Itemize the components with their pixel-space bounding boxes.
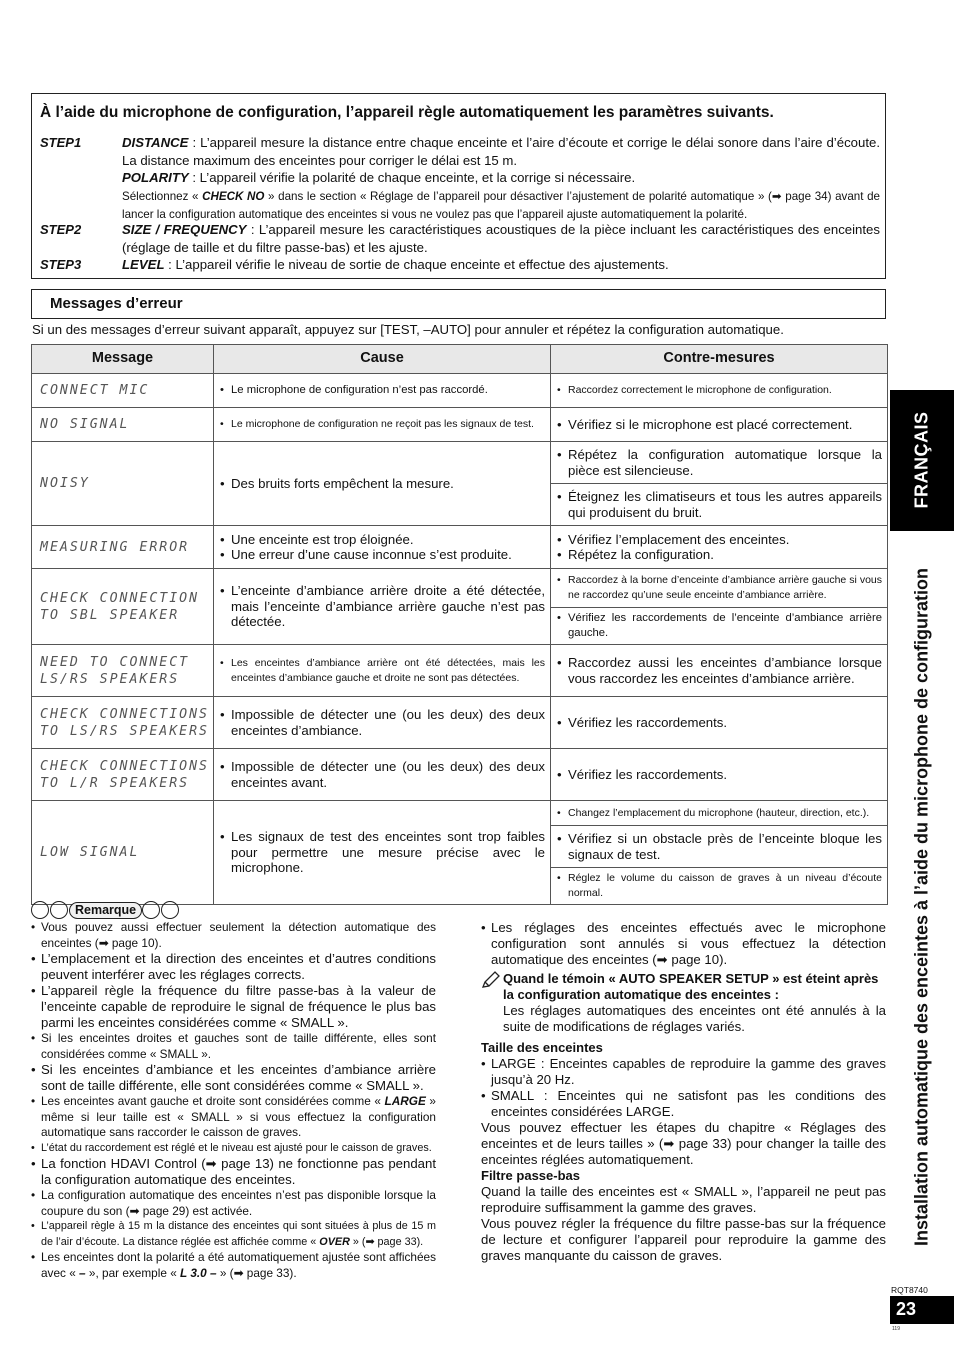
fix-cell: • Vérifiez les raccordements de l’enceinte d’ambiance arrière gauche. <box>551 608 888 645</box>
step-label: STEP2 <box>40 222 82 237</box>
tiny-code: 119 <box>892 1326 900 1332</box>
list-item: • Les réglages des enceintes effectués avec le microphone configuration sont annulés si vous effectuez la détection automatique des enceintes (➡ page 10). <box>481 920 886 967</box>
list-item: • Si les enceintes droites et gauches sont de taille différente, elles sont considérées comme « SMALL ». <box>31 1031 436 1061</box>
circle-icon <box>50 901 68 919</box>
table-row <box>32 801 888 826</box>
cause-cell: • Le microphone de configuration ne reçoit pas les signaux de test. <box>214 408 551 442</box>
step-body <box>122 221 880 256</box>
filter-heading: Filtre passe-bas <box>481 1168 580 1183</box>
list-item: • LARGE : Enceintes capables de reproduire la gamme des graves jusqu’à 20 Hz. <box>481 1056 886 1087</box>
size-paragraph: Vous pouvez effectuer les étapes du chapitre « Réglages des enceintes et de leurs tailles » (➡ page 33) pour changer la taille des enceintes réglées automatiquement. <box>481 1120 886 1167</box>
fix-cell: • Éteignez les climatiseurs et tous les autres appareils qui produisent du bruit. <box>551 484 888 526</box>
table-row <box>32 526 888 569</box>
cause-cell: • Impossible de détecter une (ou les deux) des deux enceintes avant. <box>214 749 551 801</box>
fix-cell: • Raccordez aussi les enceintes d’ambiance lorsque vous raccordez les enceintes d’ambiance arrière. <box>551 645 888 697</box>
tip-block <box>481 971 886 1035</box>
step-term: SIZE / FREQUENCY <box>122 222 247 237</box>
step-body <box>122 256 880 274</box>
step-body <box>122 134 880 223</box>
fix-cell: • Vérifiez si le microphone est placé correctement. <box>551 408 888 442</box>
fix-cell: • Changez l’emplacement du microphone (hauteur, direction, etc.). <box>551 801 888 826</box>
left-notes <box>31 920 436 1281</box>
fix-cell: • Raccordez correctement le microphone de configuration. <box>551 374 888 408</box>
filter-paragraph: Vous pouvez régler la fréquence du filtre passe-bas sur la fréquence de lecture et configurer l’appareil pour reproduire la gamme des graves manquante du caisson de graves. <box>481 1216 886 1263</box>
step-text: : L’appareil mesure la distance entre chaque enceinte et l’aire d’écoute et corrige le délai sonore dans l’aire d’écoute. La distance maximum des enceintes pour corriger le délai est 15 m. <box>122 135 880 168</box>
list-item: • L’appareil règle la fréquence du filtre passe-bas à la valeur de l’enceinte capable de reproduire le signal de fréquence le plus bas parmi les enceintes considérées comme « SMALL ». <box>31 983 436 1030</box>
cause-cell: • Des bruits forts empêchent la mesure. <box>214 442 551 526</box>
circle-icon <box>142 901 160 919</box>
step-text: : L’appareil vérifie la polarité de chaque enceinte, et la corrige si nécessaire. <box>188 170 636 185</box>
messages-heading-box <box>31 289 886 319</box>
cause-cell: • Les enceintes d’ambiance arrière ont été détectées, mais les enceintes d’ambiance gauche et droite ne sont pas détectées. <box>214 645 551 697</box>
display-message: LOW SIGNAL <box>32 801 214 905</box>
column-header-fix: Contre-mesures <box>551 345 888 374</box>
table-row <box>32 442 888 484</box>
page-number: 23 <box>896 1299 917 1319</box>
table-row <box>32 697 888 749</box>
tip-title: Quand le témoin « AUTO SPEAKER SETUP » est éteint après la configuration automatique des enceintes : <box>503 971 879 1002</box>
section-title: Installation automatique des enceintes à l’aide du microphone de configuration <box>911 567 932 1247</box>
table-row <box>32 645 888 697</box>
fix-cell: • Vérifiez l’emplacement des enceintes. • Répétez la configuration. <box>551 526 888 569</box>
messages-heading: Messages d’erreur <box>50 295 183 312</box>
cause-cell: • Impossible de détecter une (ou les deux) des deux enceintes d’ambiance. <box>214 697 551 749</box>
list-item: • Si les enceintes d’ambiance et les enceintes d’ambiance arrière sont de taille différente, elle sont considérées comme « SMALL ». <box>31 1062 436 1093</box>
list-item: • L’état du raccordement est réglé et le niveau est ajusté pour le caisson de graves. <box>31 1141 432 1154</box>
cause-cell: • Le microphone de configuration n’est pas raccordé. <box>214 374 551 408</box>
step-label: STEP3 <box>40 257 82 272</box>
step-text: : L’appareil vérifie le niveau de sortie de chaque enceinte et effectue des ajustements. <box>164 257 669 272</box>
step-term: DISTANCE <box>122 135 189 150</box>
fix-cell: • Vérifiez les raccordements. <box>551 749 888 801</box>
list-item: • L’emplacement et la direction des enceintes et d’autres conditions peuvent interférer avec les réglages corrects. <box>31 951 436 982</box>
table-header-row <box>32 345 888 374</box>
language-tab-label-box <box>890 390 954 531</box>
list-item: • La configuration automatique des enceintes n’est pas disponible lorsque la coupure du son (➡ page 29) est activée. <box>31 1188 436 1218</box>
table-row <box>32 374 888 408</box>
display-message: CHECK CONNECTIONS TO L/R SPEAKERS <box>32 749 214 801</box>
fix-cell: • Répétez la configuration automatique lorsque la pièce est silencieuse. <box>551 442 888 484</box>
list-item: • L’appareil règle à 15 m la distance des enceintes qui sont situées à plus de 15 m de l’air d’écoute. La distance réglée est affichée comme « OVER » (➡ page 33). <box>31 1220 436 1248</box>
display-message: NO SIGNAL <box>32 408 214 442</box>
remarque-label: Remarque <box>69 902 142 919</box>
column-header-cause: Cause <box>214 345 551 374</box>
language-tab-label: FRANÇAIS <box>911 411 932 509</box>
right-notes <box>481 920 886 1264</box>
column-header-message: Message <box>32 345 214 374</box>
list-item: • Vous pouvez aussi effectuer seulement la détection automatique des enceintes (➡ page 10). <box>31 920 436 950</box>
error-table <box>31 344 888 905</box>
remarque-heading <box>31 901 180 920</box>
filter-paragraph: Quand la taille des enceintes est « SMALL », l’appareil ne peut pas reproduire suffisamment la gamme des graves. <box>481 1184 886 1215</box>
messages-intro: Si un des messages d’erreur suivant apparaît, appuyez sur [TEST, –AUTO] pour annuler et répétez la configuration automatique. <box>32 322 784 337</box>
display-message: CHECK CONNECTIONS TO LS/RS SPEAKERS <box>32 697 214 749</box>
list-item: • Les enceintes avant gauche et droite sont considérées comme « LARGE » même si leur taille est « SMALL » si vous effectuez la configuration automatique sans raccorder le caisson de graves. <box>31 1094 436 1139</box>
cause-cell: • Une enceinte est trop éloignée. • Une erreur d’une cause inconnue s’est produite. <box>214 526 551 569</box>
display-message: NEED TO CONNECT LS/RS SPEAKERS <box>32 645 214 697</box>
table-row <box>32 408 888 442</box>
step-note: Sélectionnez « CHECK NO » dans le section « Réglage de l’appareil pour désactiver l’ajustement de polarité automatique » (➡ page 34) avant de lancer la configuration automatique des enceintes si vous ne voulez pas que l’appareil ajuste automatiquement la polarité. <box>122 189 880 221</box>
configuration-box <box>31 93 886 279</box>
display-message: CONNECT MIC <box>32 374 214 408</box>
step-term: POLARITY <box>122 170 189 185</box>
pencil-icon <box>481 971 503 1035</box>
fix-cell: • Vérifiez les raccordements. <box>551 697 888 749</box>
step-term: LEVEL <box>122 257 165 272</box>
section-title-box <box>890 535 954 1280</box>
display-message: MEASURING ERROR <box>32 526 214 569</box>
cause-cell: • L’enceinte d’ambiance arrière droite a été détectée, mais l’enceinte d’ambiance arrière gauche n’est pas détectée. <box>214 569 551 645</box>
fix-cell: • Réglez le volume du caisson de graves à un niveau d’écoute normal. <box>551 868 888 905</box>
circle-icon <box>161 901 179 919</box>
tip-text: Les réglages automatiques des enceintes ont été annulés à la suite de modifications de réglages variés. <box>503 1003 886 1034</box>
box-title: À l’aide du microphone de configuration, l’appareil règle automatiquement les paramètres suivants. <box>40 104 774 121</box>
step-label: STEP1 <box>40 135 82 150</box>
list-item: • Les enceintes dont la polarité a été automatiquement ajustée sont affichées avec « – », par exemple « L 3.0 – » (➡ page 33). <box>31 1250 436 1280</box>
fix-cell: • Vérifiez si un obstacle près de l’enceinte bloque les signaux de test. <box>551 826 888 868</box>
list-item: • SMALL : Enceintes qui ne satisfont pas les conditions des enceintes considérées LARGE. <box>481 1088 886 1119</box>
page-number-box <box>890 1296 954 1324</box>
display-message: NOISY <box>32 442 214 526</box>
size-heading: Taille des enceintes <box>481 1040 603 1055</box>
list-item: • La fonction HDAVI Control (➡ page 13) ne fonctionne pas pendant la configuration automatique des enceintes. <box>31 1156 436 1187</box>
table-row <box>32 749 888 801</box>
fix-cell: • Raccordez à la borne d’enceinte d’ambiance arrière gauche si vous ne raccordez qu’une seule enceinte d’ambiance arrière. <box>551 569 888 608</box>
circle-icon <box>31 901 49 919</box>
display-message: CHECK CONNECTION TO SBL SPEAKER <box>32 569 214 645</box>
cause-cell: • Les signaux de test des enceintes sont trop faibles pour permettre une mesure précise avec le microphone. <box>214 801 551 905</box>
table-row <box>32 569 888 608</box>
doc-code: RQT8740 <box>891 1285 928 1295</box>
step-text: : L’appareil mesure les caractéristiques acoustiques de la pièce incluant les caractéristiques des enceintes (réglage de taille et du filtre passe-bas) et les ajuste. <box>122 222 880 255</box>
